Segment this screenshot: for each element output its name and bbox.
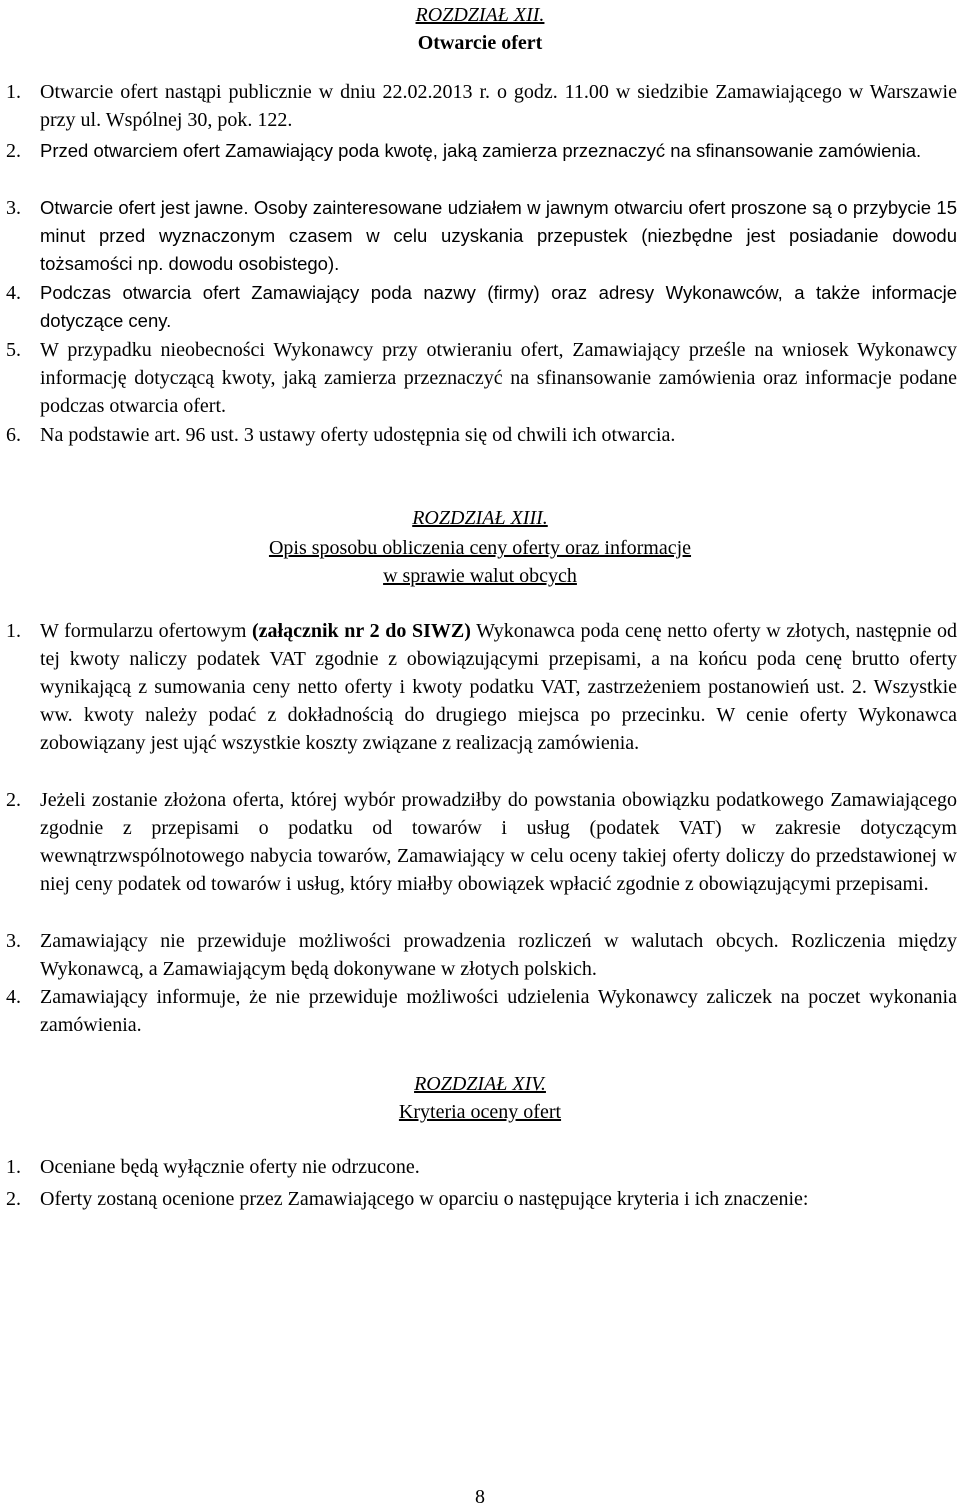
list-item-number: 1. xyxy=(6,620,21,642)
list-item xyxy=(6,617,957,757)
list-item-text: W przypadku nieobecności Wykonawcy przy otwieraniu ofert, Zamawiający prześle na wniosek Wykonawcy informację dotyczącą kwoty, jaką zamierza przeznaczyć na sfinansowanie zamówienia oraz informacje podane podczas otwarcia ofert. xyxy=(40,339,957,417)
list-item-number: 4. xyxy=(6,986,21,1008)
list-item-number: 3. xyxy=(6,197,21,219)
list-item-number: 3. xyxy=(6,930,21,952)
list-item-text: Oferty zostaną ocenione przez Zamawiającego w oparciu o następujące kryteria i ich znaczenie: xyxy=(40,1188,809,1210)
chapter-heading-xii: ROZDZIAŁ XII. xyxy=(415,4,545,26)
list-item xyxy=(6,1153,957,1181)
list-item-number: 1. xyxy=(6,81,21,103)
list-item-text-part: W formularzu ofertowym xyxy=(40,620,253,642)
list-item-text: Otwarcie ofert nastąpi publicznie w dniu 22.02.2013 r. o godz. 11.00 w siedzibie Zamawiającego w Warszawie przy ul. Wspólnej 30, pok. 122. xyxy=(40,81,957,131)
list-item xyxy=(6,1185,957,1213)
chapter-heading-xiv: ROZDZIAŁ XIV. xyxy=(414,1073,546,1095)
chapter-title-xiii-line2: w sprawie walut obcych xyxy=(383,565,577,587)
list-item xyxy=(6,421,957,449)
list-item xyxy=(6,786,957,898)
list-item-text: Na podstawie art. 96 ust. 3 ustawy oferty udostępnia się od chwili ich otwarcia. xyxy=(40,424,676,446)
list-item-number: 2. xyxy=(6,789,21,811)
attachment-reference: (załącznik nr 2 do SIWZ) xyxy=(252,620,471,642)
list-item xyxy=(6,279,957,335)
chapter-title-xii: Otwarcie ofert xyxy=(417,32,543,54)
list-item xyxy=(6,336,957,420)
list-item-text: Zamawiający informuje, że nie przewiduje możliwości udzielenia Wykonawcy zaliczek na poczet wykonania zamówienia. xyxy=(40,986,957,1036)
list-item-number: 5. xyxy=(6,339,21,361)
list-item-text: Jeżeli zostanie złożona oferta, której wybór prowadziłby do powstania obowiązku podatkowego Zamawiającego zgodnie z przepisami o podatku od towarów i usług (podatek VAT) w zakresie dotyczącym wewnątrzwspólnotowego nabycia towarów, Zamawiający w celu oceny takiej oferty doliczy do przedstawionej w niej ceny podatek od towarów i usług, który miałby obowiązek wpłacić zgodnie z obowiązującymi przepisami. xyxy=(40,789,957,895)
list-item xyxy=(6,78,957,134)
list-item-text: Oceniane będą wyłącznie oferty nie odrzucone. xyxy=(40,1156,420,1178)
list-item-number: 2. xyxy=(6,140,21,162)
list-item-text xyxy=(40,194,957,278)
list-item-text: Podczas otwarcia ofert Zamawiający poda nazwy (firmy) oraz adresy Wykonawców, a także informacje dotyczące ceny. xyxy=(40,282,957,331)
page-number: 8 xyxy=(475,1486,485,1508)
list-item xyxy=(6,927,957,983)
list-item xyxy=(6,137,957,165)
chapter-title-xiii-line1: Opis sposobu obliczenia ceny oferty oraz informacje xyxy=(268,537,692,559)
list-item-text xyxy=(40,617,957,757)
list-item-text-part: Otwarcie ofert jest jawne. xyxy=(40,197,249,218)
list-item-text-part: Wykonawca poda cenę netto oferty w złotych, następnie od tej kwoty naliczy podatek VAT zgodnie z obowiązującymi przepisami, a na końcu poda cenę brutto oferty wynikającą z sumowania ceny netto oferty i kwoty podatku VAT, zastrzeżeniem postanowień ust. 2. Wszystkie ww. kwoty należy podać z dokładnością do drugiego miejsca po przecinku. W cenie oferty Wykonawca zobowiązany jest ująć wszystkie koszty związane z realizacją zamówienia. xyxy=(40,620,957,754)
list-item-number: 4. xyxy=(6,282,21,304)
chapter-heading-xiii: ROZDZIAŁ XIII. xyxy=(412,507,548,529)
chapter-title-xiv: Kryteria oceny ofert xyxy=(398,1101,562,1123)
list-item-text-part: Osoby zainteresowane udziałem w jawnym otwarciu ofert proszone są o przybycie 15 minut przed wyznaczonym czasem w celu uzyskania przepustek (niezbędne jest posiadanie dowodu tożsamości np. dowodu osobistego). xyxy=(40,197,958,274)
list-item-number: 2. xyxy=(6,1188,21,1210)
list-item-number: 1. xyxy=(6,1156,21,1178)
list-item xyxy=(6,194,957,278)
list-item-number: 6. xyxy=(6,424,21,446)
list-item xyxy=(6,983,957,1039)
list-item-text: Przed otwarciem ofert Zamawiający poda kwotę, jaką zamierza przeznaczyć na sfinansowanie zamówienia. xyxy=(40,140,922,161)
list-item-text: Zamawiający nie przewiduje możliwości prowadzenia rozliczeń w walutach obcych. Rozliczenia między Wykonawcą, a Zamawiającym będą dokonywane w złotych polskich. xyxy=(40,930,957,980)
